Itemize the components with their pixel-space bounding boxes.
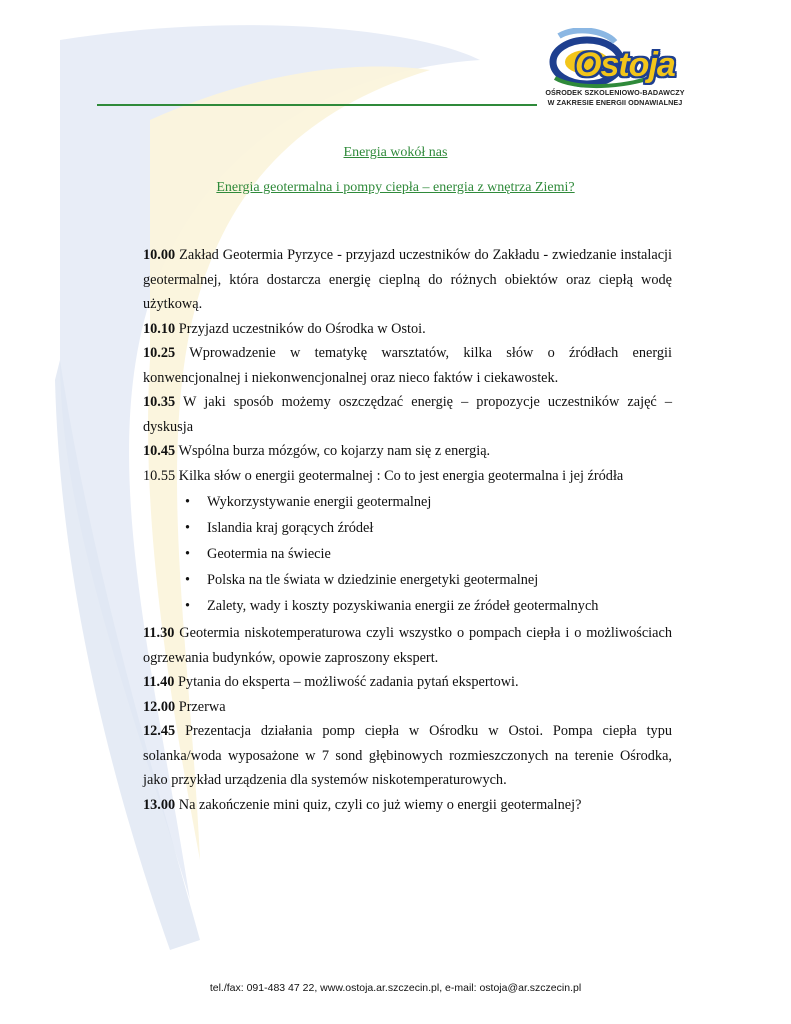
ostoja-logo [545, 28, 685, 110]
program-time: 10.45 [143, 443, 176, 459]
program-item [143, 719, 672, 793]
program-item [143, 793, 672, 818]
program-text: Wspólna burza mózgów, co kojarzy nam się z energią. [175, 443, 491, 459]
program-time: 10.55 [143, 467, 176, 484]
program-text: Geotermia niskotemperaturowa czyli wszystko o pompach ciepła i o możliwościach ogrzewania budynków, opowie zaproszony ekspert. [143, 625, 672, 666]
list-item: • Polska na tle świata w dziedzinie energetyki geotermalnej [143, 567, 672, 593]
program-time: 12.45 [143, 723, 176, 739]
document-title: Energia wokół nas [343, 145, 448, 160]
program-item [143, 317, 672, 342]
program-schedule [143, 243, 672, 817]
program-time: 10.35 [143, 394, 176, 410]
program-item [143, 695, 672, 720]
program-item [143, 341, 672, 390]
program-time: 12.00 [143, 698, 176, 715]
program-text: Przyjazd uczestników do Ośrodka w Ostoi. [175, 320, 426, 337]
document-subtitle: Energia geotermalna i pompy ciepła – energia z wnętrza Ziemi? [216, 180, 575, 195]
program-text: W jaki sposób możemy oszczędzać energię – propozycje uczestników zajęć – dyskusja [143, 394, 672, 435]
program-time: 10.25 [143, 345, 176, 361]
contact-footer: tel./fax: 091-483 47 22, www.ostoja.ar.szczecin.pl, e-mail: ostoja@ar.szczecin.pl [209, 982, 582, 994]
header-divider [97, 104, 537, 106]
program-item [143, 243, 672, 317]
topic-list [143, 489, 672, 619]
program-text: Prezentacja działania pomp ciepła w Ośrodku w Ostoi. Pompa ciepła typu solanka/woda wyposażone w 7 sond głębinowych rozmieszczonych na terenie Ośrodka, jako przykład urządzenia dla systemów niskotemperaturowych. [143, 723, 672, 788]
program-text: Przerwa [175, 698, 226, 715]
logo-subtitle [545, 88, 685, 108]
list-item: • Wykorzystywanie energii geotermalnej [143, 489, 672, 515]
program-item [143, 464, 672, 489]
program-text: Na zakończenie mini quiz, czyli co już wiemy o energii geotermalnej? [175, 796, 582, 813]
logo-wordmark: Ostoja [575, 46, 675, 84]
program-item [143, 390, 672, 439]
program-time: 11.30 [143, 625, 175, 641]
program-item [143, 621, 672, 670]
program-time: 10.10 [143, 320, 176, 337]
program-text: Wprowadzenie w tematykę warsztatów, kilka słów o źródłach energii konwencjonalnej i niekonwencjonalnej oraz nieco faktów i ciekawostek. [143, 345, 672, 386]
logo-subtitle-line-1: OŚRODEK SZKOLENIOWO-BADAWCZY [545, 88, 685, 97]
program-time: 10.00 [143, 247, 176, 263]
program-text: Zakład Geotermia Pyrzyce - przyjazd uczestników do Zakładu - zwiedzanie instalacji geotermalnej, która dostarcza energię cieplną do różnych obiektów oraz ciepłą wodę użytkową. [143, 247, 672, 312]
list-item: • Islandia kraj gorących źródeł [143, 515, 672, 541]
program-item [143, 439, 672, 464]
program-item [143, 670, 672, 695]
program-time: 11.40 [143, 674, 175, 690]
list-item: • Geotermia na świecie [143, 541, 672, 567]
program-text: Pytania do eksperta – możliwość zadania pytań ekspertowi. [174, 674, 519, 690]
logo-subtitle-line-2: W ZAKRESIE ENERGII ODNAWIALNEJ [547, 98, 683, 107]
list-item: • Zalety, wady i koszty pozyskiwania energii ze źródeł geotermalnych [143, 593, 672, 619]
program-time: 13.00 [143, 796, 176, 813]
program-text: Kilka słów o energii geotermalnej : Co to jest energia geotermalna i jej źródła [175, 467, 624, 484]
